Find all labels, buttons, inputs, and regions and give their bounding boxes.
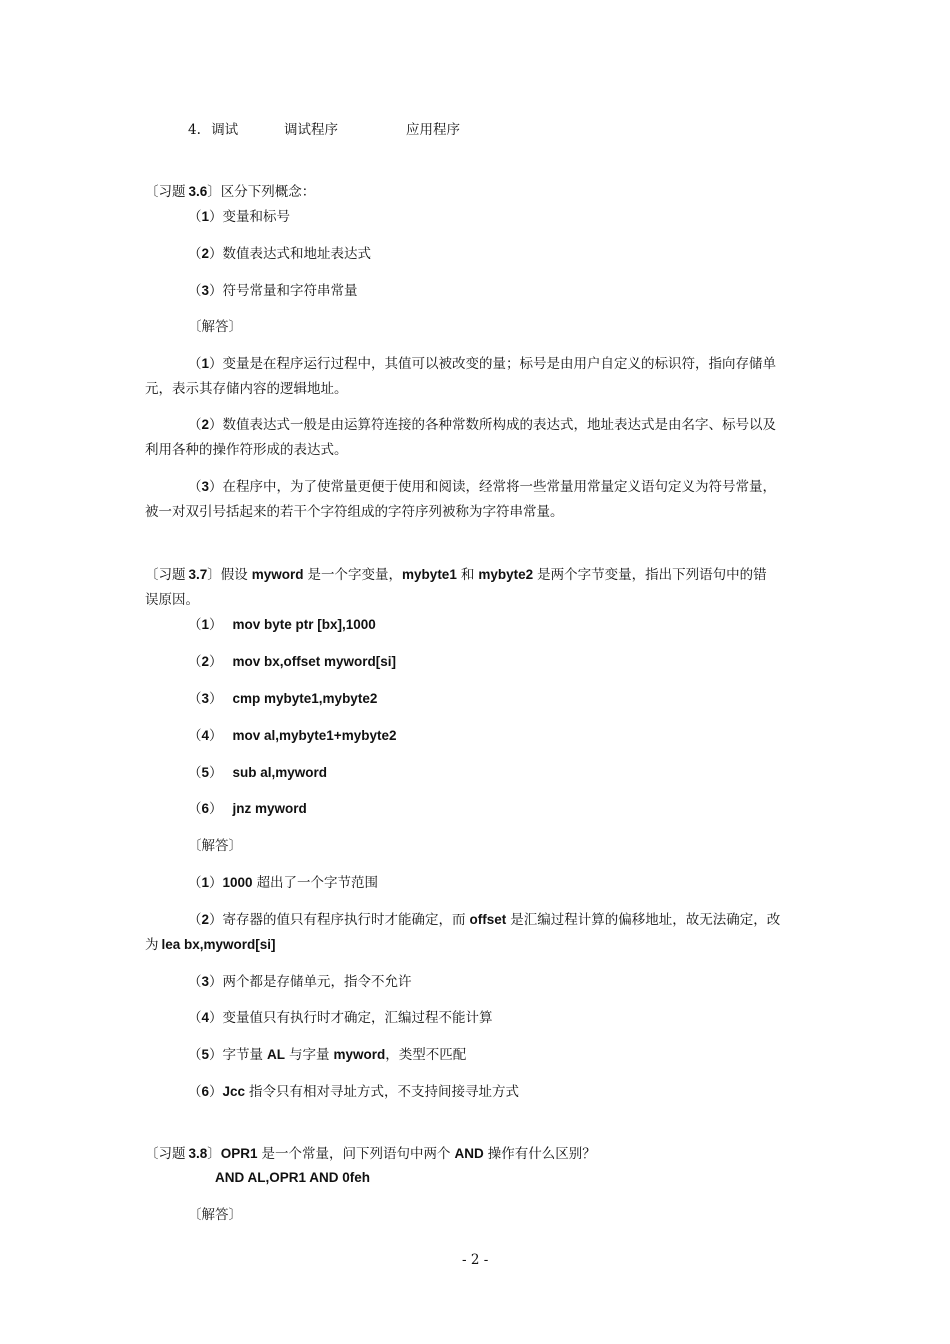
ex37-item: （6） jnz myword [188,801,307,817]
ex37-item: （4） mov al,mybyte1+mybyte2 [188,728,397,744]
ex37-answer-cont: 为 lea bx,myword[si] [145,937,276,953]
ex37-answer: （1）1000 超出了一个字节范围 [188,875,379,891]
ex37-answer: （4）变量值只有执行时才确定，汇编过程不能计算 [188,1010,493,1026]
ex36-bracket: 〔习题 [145,184,186,200]
top-item-1: 调试 [211,122,239,138]
ex37-answer: （5）字节量 AL 与字量 myword，类型不匹配 [188,1047,467,1063]
ex36-number: 3.6 [188,184,208,199]
ex36-answer-cont: 利用各种的操作符形成的表达式。 [145,442,348,458]
ex36-item: （2）数值表达式和地址表达式 [188,246,372,262]
ex37-answer: （3）两个都是存储单元，指令不允许 [188,974,412,990]
ex36-title-text: 〕区分下列概念： [207,184,316,200]
top-item-3: 应用程序 [406,122,460,138]
ex37-answer: （6）Jcc 指令只有相对寻址方式，不支持间接寻址方式 [188,1084,520,1100]
ex37-answer-label: 〔解答〕 [188,838,242,854]
ex36-item: （1）变量和标号 [188,209,291,225]
ex36-item: （3）符号常量和字符串常量 [188,283,358,299]
page-number: - 2 - [462,1252,489,1268]
top-item-2: 调试程序 [284,122,338,138]
ex37-item: （1） mov byte ptr [bx],1000 [188,617,376,633]
top-num: 4. [188,122,201,138]
top-line [188,121,238,139]
ex36-answer-cont: 元，表示其存储内容的逻辑地址。 [145,381,348,397]
ex38-code: AND AL,OPR1 AND 0feh [215,1170,371,1185]
ex36-answer-cont: 被一对双引号括起来的若干个字符组成的字符序列被称为字符串常量。 [145,504,564,520]
ex37-title: 〔习题 3.7〕假设 myword 是一个字变量，mybyte1 和 mybyte2 是两个字节变量，指出下列语句中的错 [145,567,767,583]
ex36-answer: （1）变量是在程序运行过程中，其值可以被改变的量；标号是由用户自定义的标识符，指向存储单 [188,356,777,372]
ex36-answer: （2）数值表达式一般是由运算符连接的各种常数所构成的表达式，地址表达式是由名字、标号以及 [188,417,777,433]
ex37-item: （3） cmp mybyte1,mybyte2 [188,691,378,707]
ex36-title [145,183,315,201]
ex36-answer-label: 〔解答〕 [188,319,242,335]
ex37-item: （5） sub al,myword [188,765,328,781]
ex37-answer: （2）寄存器的值只有程序执行时才能确定，而 offset 是汇编过程计算的偏移地址，故无法确定，改 [188,912,781,928]
ex37-item: （2） mov bx,offset myword[si] [188,654,397,670]
ex37-title-cont: 误原因。 [145,592,199,608]
ex38-answer-label: 〔解答〕 [188,1207,242,1223]
ex38-title: 〔习题 3.8〕OPR1 是一个常量，问下列语句中两个 AND 操作有什么区别？ [145,1146,596,1162]
ex36-answer: （3）在程序中，为了使常量更便于使用和阅读，经常将一些常量用常量定义语句定义为符号常量， [188,479,777,495]
